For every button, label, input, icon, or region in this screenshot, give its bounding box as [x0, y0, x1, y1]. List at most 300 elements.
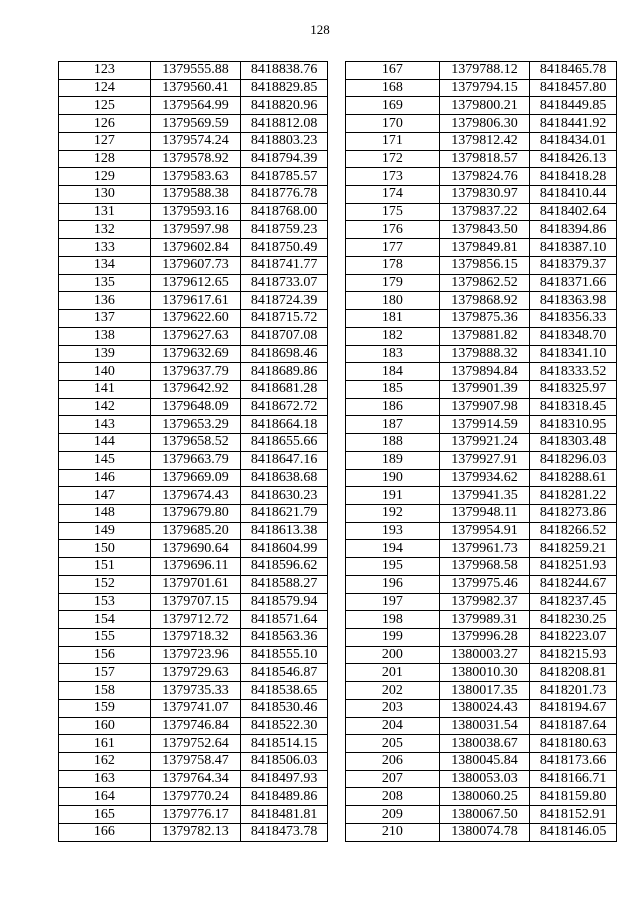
- y-coordinate-cell: 8418434.01: [530, 132, 617, 150]
- x-coordinate-cell: 1379718.32: [150, 629, 241, 647]
- table-row: [346, 629, 617, 647]
- point-number-cell: 135: [59, 274, 151, 292]
- y-coordinate-cell: 8418244.67: [530, 575, 617, 593]
- y-coordinate-cell: 8418689.86: [241, 363, 328, 381]
- x-coordinate-cell: 1379996.28: [439, 629, 530, 647]
- point-number-cell: 127: [59, 132, 151, 150]
- y-coordinate-cell: 8418208.81: [530, 664, 617, 682]
- table-row: [59, 434, 328, 452]
- y-coordinate-cell: 8418371.66: [530, 274, 617, 292]
- x-coordinate-cell: 1379627.63: [150, 327, 241, 345]
- x-coordinate-cell: 1379770.24: [150, 788, 241, 806]
- point-number-cell: 155: [59, 629, 151, 647]
- table-row: [346, 274, 617, 292]
- point-number-cell: 150: [59, 540, 151, 558]
- y-coordinate-cell: 8418288.61: [530, 469, 617, 487]
- y-coordinate-cell: 8418759.23: [241, 221, 328, 239]
- point-number-cell: 165: [59, 806, 151, 824]
- y-coordinate-cell: 8418418.28: [530, 168, 617, 186]
- y-coordinate-cell: 8418194.67: [530, 699, 617, 717]
- table-row: [59, 487, 328, 505]
- y-coordinate-cell: 8418259.21: [530, 540, 617, 558]
- point-number-cell: 159: [59, 699, 151, 717]
- x-coordinate-cell: 1379843.50: [439, 221, 530, 239]
- table-row: [59, 611, 328, 629]
- x-coordinate-cell: 1379948.11: [439, 504, 530, 522]
- point-number-cell: 203: [346, 699, 440, 717]
- point-number-cell: 164: [59, 788, 151, 806]
- x-coordinate-cell: 1379921.24: [439, 434, 530, 452]
- point-number-cell: 210: [346, 823, 440, 841]
- point-number-cell: 141: [59, 380, 151, 398]
- table-row: [59, 345, 328, 363]
- x-coordinate-cell: 1379701.61: [150, 575, 241, 593]
- x-coordinate-cell: 1379560.41: [150, 79, 241, 97]
- table-row: [59, 593, 328, 611]
- x-coordinate-cell: 1379856.15: [439, 256, 530, 274]
- y-coordinate-cell: 8418664.18: [241, 416, 328, 434]
- x-coordinate-cell: 1379696.11: [150, 558, 241, 576]
- x-coordinate-cell: 1379555.88: [150, 62, 241, 80]
- table-row: [59, 380, 328, 398]
- y-coordinate-cell: 8418159.80: [530, 788, 617, 806]
- x-coordinate-cell: 1379782.13: [150, 823, 241, 841]
- y-coordinate-cell: 8418215.93: [530, 646, 617, 664]
- point-number-cell: 136: [59, 292, 151, 310]
- y-coordinate-cell: 8418497.93: [241, 770, 328, 788]
- table-row: [59, 575, 328, 593]
- point-number-cell: 163: [59, 770, 151, 788]
- x-coordinate-cell: 1379578.92: [150, 150, 241, 168]
- table-row: [346, 132, 617, 150]
- table-row: [346, 575, 617, 593]
- x-coordinate-cell: 1379927.91: [439, 451, 530, 469]
- point-number-cell: 195: [346, 558, 440, 576]
- table-row: [59, 97, 328, 115]
- table-row: [59, 186, 328, 204]
- table-row: [346, 256, 617, 274]
- table-row: [59, 256, 328, 274]
- point-number-cell: 126: [59, 115, 151, 133]
- table-row: [59, 717, 328, 735]
- point-number-cell: 179: [346, 274, 440, 292]
- x-coordinate-cell: 1380031.54: [439, 717, 530, 735]
- x-coordinate-cell: 1379632.69: [150, 345, 241, 363]
- x-coordinate-cell: 1379806.30: [439, 115, 530, 133]
- table-row: [346, 186, 617, 204]
- y-coordinate-cell: 8418724.39: [241, 292, 328, 310]
- point-number-cell: 178: [346, 256, 440, 274]
- x-coordinate-cell: 1379954.91: [439, 522, 530, 540]
- y-coordinate-cell: 8418733.07: [241, 274, 328, 292]
- table-row: [346, 823, 617, 841]
- y-coordinate-cell: 8418621.79: [241, 504, 328, 522]
- y-coordinate-cell: 8418410.44: [530, 186, 617, 204]
- point-number-cell: 187: [346, 416, 440, 434]
- table-row: [346, 310, 617, 328]
- point-number-cell: 192: [346, 504, 440, 522]
- point-number-cell: 156: [59, 646, 151, 664]
- point-number-cell: 175: [346, 203, 440, 221]
- x-coordinate-cell: 1379800.21: [439, 97, 530, 115]
- y-coordinate-cell: 8418681.28: [241, 380, 328, 398]
- y-coordinate-cell: 8418379.37: [530, 256, 617, 274]
- point-number-cell: 133: [59, 239, 151, 257]
- y-coordinate-cell: 8418281.22: [530, 487, 617, 505]
- x-coordinate-cell: 1380017.35: [439, 682, 530, 700]
- point-number-cell: 183: [346, 345, 440, 363]
- point-number-cell: 206: [346, 753, 440, 771]
- table-row: [59, 239, 328, 257]
- x-coordinate-cell: 1379934.62: [439, 469, 530, 487]
- point-number-cell: 169: [346, 97, 440, 115]
- y-coordinate-cell: 8418333.52: [530, 363, 617, 381]
- x-coordinate-cell: 1379741.07: [150, 699, 241, 717]
- point-number-cell: 158: [59, 682, 151, 700]
- point-number-cell: 142: [59, 398, 151, 416]
- table-row: [346, 770, 617, 788]
- point-number-cell: 173: [346, 168, 440, 186]
- y-coordinate-cell: 8418522.30: [241, 717, 328, 735]
- point-number-cell: 200: [346, 646, 440, 664]
- y-coordinate-cell: 8418613.38: [241, 522, 328, 540]
- point-number-cell: 176: [346, 221, 440, 239]
- x-coordinate-cell: 1380067.50: [439, 806, 530, 824]
- point-number-cell: 128: [59, 150, 151, 168]
- point-number-cell: 138: [59, 327, 151, 345]
- table-row: [59, 469, 328, 487]
- x-coordinate-cell: 1379637.79: [150, 363, 241, 381]
- table-row: [59, 132, 328, 150]
- y-coordinate-cell: 8418571.64: [241, 611, 328, 629]
- point-number-cell: 180: [346, 292, 440, 310]
- table-row: [59, 699, 328, 717]
- x-coordinate-cell: 1379989.31: [439, 611, 530, 629]
- point-number-cell: 172: [346, 150, 440, 168]
- point-number-cell: 144: [59, 434, 151, 452]
- y-coordinate-cell: 8418538.65: [241, 682, 328, 700]
- x-coordinate-cell: 1379588.38: [150, 186, 241, 204]
- x-coordinate-cell: 1379830.97: [439, 186, 530, 204]
- x-coordinate-cell: 1379788.12: [439, 62, 530, 80]
- x-coordinate-cell: 1379824.76: [439, 168, 530, 186]
- table-row: [346, 97, 617, 115]
- point-number-cell: 171: [346, 132, 440, 150]
- point-number-cell: 148: [59, 504, 151, 522]
- table-row: [59, 203, 328, 221]
- x-coordinate-cell: 1379597.98: [150, 221, 241, 239]
- x-coordinate-cell: 1379794.15: [439, 79, 530, 97]
- point-number-cell: 193: [346, 522, 440, 540]
- table-row: [59, 540, 328, 558]
- table-row: [59, 682, 328, 700]
- table-row: [346, 735, 617, 753]
- point-number-cell: 170: [346, 115, 440, 133]
- y-coordinate-cell: 8418449.85: [530, 97, 617, 115]
- y-coordinate-cell: 8418441.92: [530, 115, 617, 133]
- y-coordinate-cell: 8418251.93: [530, 558, 617, 576]
- x-coordinate-cell: 1379975.46: [439, 575, 530, 593]
- x-coordinate-cell: 1379685.20: [150, 522, 241, 540]
- table-row: [346, 487, 617, 505]
- y-coordinate-cell: 8418273.86: [530, 504, 617, 522]
- point-number-cell: 143: [59, 416, 151, 434]
- table-row: [346, 540, 617, 558]
- y-coordinate-cell: 8418394.86: [530, 221, 617, 239]
- point-number-cell: 182: [346, 327, 440, 345]
- table-row: [59, 735, 328, 753]
- y-coordinate-cell: 8418223.07: [530, 629, 617, 647]
- x-coordinate-cell: 1379941.35: [439, 487, 530, 505]
- y-coordinate-cell: 8418173.66: [530, 753, 617, 771]
- point-number-cell: 157: [59, 664, 151, 682]
- table-row: [346, 221, 617, 239]
- y-coordinate-cell: 8418698.46: [241, 345, 328, 363]
- point-number-cell: 154: [59, 611, 151, 629]
- point-number-cell: 205: [346, 735, 440, 753]
- y-coordinate-cell: 8418604.99: [241, 540, 328, 558]
- point-number-cell: 191: [346, 487, 440, 505]
- y-coordinate-cell: 8418356.33: [530, 310, 617, 328]
- x-coordinate-cell: 1380010.30: [439, 664, 530, 682]
- point-number-cell: 166: [59, 823, 151, 841]
- point-number-cell: 168: [346, 79, 440, 97]
- y-coordinate-cell: 8418481.81: [241, 806, 328, 824]
- y-coordinate-cell: 8418655.66: [241, 434, 328, 452]
- table-row: [346, 806, 617, 824]
- table-row: [59, 363, 328, 381]
- y-coordinate-cell: 8418187.64: [530, 717, 617, 735]
- y-coordinate-cell: 8418588.27: [241, 575, 328, 593]
- table-row: [59, 62, 328, 80]
- point-number-cell: 209: [346, 806, 440, 824]
- table-row: [346, 434, 617, 452]
- point-number-cell: 139: [59, 345, 151, 363]
- x-coordinate-cell: 1379776.17: [150, 806, 241, 824]
- table-row: [59, 664, 328, 682]
- x-coordinate-cell: 1379593.16: [150, 203, 241, 221]
- table-row: [346, 168, 617, 186]
- point-number-cell: 197: [346, 593, 440, 611]
- point-number-cell: 147: [59, 487, 151, 505]
- y-coordinate-cell: 8418325.97: [530, 380, 617, 398]
- y-coordinate-cell: 8418489.86: [241, 788, 328, 806]
- point-number-cell: 153: [59, 593, 151, 611]
- table-row: [346, 788, 617, 806]
- table-row: [346, 203, 617, 221]
- y-coordinate-cell: 8418363.98: [530, 292, 617, 310]
- x-coordinate-cell: 1379812.42: [439, 132, 530, 150]
- point-number-cell: 137: [59, 310, 151, 328]
- point-number-cell: 134: [59, 256, 151, 274]
- table-row: [346, 345, 617, 363]
- y-coordinate-cell: 8418530.46: [241, 699, 328, 717]
- point-number-cell: 131: [59, 203, 151, 221]
- x-coordinate-cell: 1379914.59: [439, 416, 530, 434]
- y-coordinate-cell: 8418237.45: [530, 593, 617, 611]
- point-number-cell: 184: [346, 363, 440, 381]
- coordinates-table-right: [345, 61, 617, 842]
- x-coordinate-cell: 1379607.73: [150, 256, 241, 274]
- x-coordinate-cell: 1380038.67: [439, 735, 530, 753]
- x-coordinate-cell: 1379679.80: [150, 504, 241, 522]
- point-number-cell: 174: [346, 186, 440, 204]
- table-row: [59, 416, 328, 434]
- y-coordinate-cell: 8418750.49: [241, 239, 328, 257]
- y-coordinate-cell: 8418776.78: [241, 186, 328, 204]
- point-number-cell: 204: [346, 717, 440, 735]
- x-coordinate-cell: 1379663.79: [150, 451, 241, 469]
- x-coordinate-cell: 1380053.03: [439, 770, 530, 788]
- y-coordinate-cell: 8418838.76: [241, 62, 328, 80]
- x-coordinate-cell: 1379746.84: [150, 717, 241, 735]
- table-row: [346, 699, 617, 717]
- table-row: [59, 150, 328, 168]
- y-coordinate-cell: 8418812.08: [241, 115, 328, 133]
- y-coordinate-cell: 8418180.63: [530, 735, 617, 753]
- y-coordinate-cell: 8418829.85: [241, 79, 328, 97]
- table-row: [346, 150, 617, 168]
- x-coordinate-cell: 1379653.29: [150, 416, 241, 434]
- y-coordinate-cell: 8418387.10: [530, 239, 617, 257]
- x-coordinate-cell: 1379849.81: [439, 239, 530, 257]
- y-coordinate-cell: 8418563.36: [241, 629, 328, 647]
- point-number-cell: 151: [59, 558, 151, 576]
- y-coordinate-cell: 8418579.94: [241, 593, 328, 611]
- y-coordinate-cell: 8418146.05: [530, 823, 617, 841]
- x-coordinate-cell: 1379642.92: [150, 380, 241, 398]
- x-coordinate-cell: 1379894.84: [439, 363, 530, 381]
- point-number-cell: 149: [59, 522, 151, 540]
- x-coordinate-cell: 1380074.78: [439, 823, 530, 841]
- x-coordinate-cell: 1380045.84: [439, 753, 530, 771]
- y-coordinate-cell: 8418546.87: [241, 664, 328, 682]
- point-number-cell: 185: [346, 380, 440, 398]
- table-row: [346, 398, 617, 416]
- table-row: [59, 310, 328, 328]
- coordinates-table-left: [58, 61, 328, 842]
- y-coordinate-cell: 8418803.23: [241, 132, 328, 150]
- table-row: [59, 327, 328, 345]
- table-row: [346, 327, 617, 345]
- point-number-cell: 152: [59, 575, 151, 593]
- point-number-cell: 160: [59, 717, 151, 735]
- y-coordinate-cell: 8418348.70: [530, 327, 617, 345]
- y-coordinate-cell: 8418596.62: [241, 558, 328, 576]
- point-number-cell: 194: [346, 540, 440, 558]
- point-number-cell: 146: [59, 469, 151, 487]
- x-coordinate-cell: 1379729.63: [150, 664, 241, 682]
- point-number-cell: 125: [59, 97, 151, 115]
- table-row: [59, 221, 328, 239]
- x-coordinate-cell: 1379707.15: [150, 593, 241, 611]
- table-row: [59, 558, 328, 576]
- page-number: 128: [310, 22, 330, 37]
- x-coordinate-cell: 1379752.64: [150, 735, 241, 753]
- table-row: [346, 451, 617, 469]
- table-row: [59, 770, 328, 788]
- x-coordinate-cell: 1379968.58: [439, 558, 530, 576]
- point-number-cell: 145: [59, 451, 151, 469]
- table-row: [59, 292, 328, 310]
- x-coordinate-cell: 1379837.22: [439, 203, 530, 221]
- x-coordinate-cell: 1379658.52: [150, 434, 241, 452]
- point-number-cell: 132: [59, 221, 151, 239]
- y-coordinate-cell: 8418402.64: [530, 203, 617, 221]
- point-number-cell: 129: [59, 168, 151, 186]
- y-coordinate-cell: 8418230.25: [530, 611, 617, 629]
- point-number-cell: 140: [59, 363, 151, 381]
- x-coordinate-cell: 1379723.96: [150, 646, 241, 664]
- x-coordinate-cell: 1379735.33: [150, 682, 241, 700]
- point-number-cell: 188: [346, 434, 440, 452]
- y-coordinate-cell: 8418473.78: [241, 823, 328, 841]
- table-row: [346, 664, 617, 682]
- y-coordinate-cell: 8418514.15: [241, 735, 328, 753]
- y-coordinate-cell: 8418341.10: [530, 345, 617, 363]
- table-row: [346, 115, 617, 133]
- table-row: [346, 416, 617, 434]
- table-row: [346, 79, 617, 97]
- y-coordinate-cell: 8418318.45: [530, 398, 617, 416]
- x-coordinate-cell: 1379712.72: [150, 611, 241, 629]
- x-coordinate-cell: 1379583.63: [150, 168, 241, 186]
- y-coordinate-cell: 8418465.78: [530, 62, 617, 80]
- x-coordinate-cell: 1379622.60: [150, 310, 241, 328]
- x-coordinate-cell: 1379648.09: [150, 398, 241, 416]
- x-coordinate-cell: 1379758.47: [150, 753, 241, 771]
- point-number-cell: 124: [59, 79, 151, 97]
- y-coordinate-cell: 8418715.72: [241, 310, 328, 328]
- table-row: [346, 682, 617, 700]
- table-row: [59, 806, 328, 824]
- x-coordinate-cell: 1379564.99: [150, 97, 241, 115]
- y-coordinate-cell: 8418794.39: [241, 150, 328, 168]
- point-number-cell: 202: [346, 682, 440, 700]
- x-coordinate-cell: 1379669.09: [150, 469, 241, 487]
- table-row: [346, 62, 617, 80]
- x-coordinate-cell: 1379818.57: [439, 150, 530, 168]
- x-coordinate-cell: 1379907.98: [439, 398, 530, 416]
- y-coordinate-cell: 8418426.13: [530, 150, 617, 168]
- table-row: [59, 168, 328, 186]
- table-row: [59, 823, 328, 841]
- table-row: [59, 115, 328, 133]
- y-coordinate-cell: 8418638.68: [241, 469, 328, 487]
- x-coordinate-cell: 1379961.73: [439, 540, 530, 558]
- y-coordinate-cell: 8418820.96: [241, 97, 328, 115]
- point-number-cell: 196: [346, 575, 440, 593]
- x-coordinate-cell: 1380060.25: [439, 788, 530, 806]
- point-number-cell: 177: [346, 239, 440, 257]
- table-row: [59, 629, 328, 647]
- y-coordinate-cell: 8418672.72: [241, 398, 328, 416]
- table-row: [346, 593, 617, 611]
- y-coordinate-cell: 8418506.03: [241, 753, 328, 771]
- table-row: [59, 274, 328, 292]
- point-number-cell: 167: [346, 62, 440, 80]
- x-coordinate-cell: 1379881.82: [439, 327, 530, 345]
- table-row: [59, 788, 328, 806]
- x-coordinate-cell: 1379602.84: [150, 239, 241, 257]
- y-coordinate-cell: 8418768.00: [241, 203, 328, 221]
- x-coordinate-cell: 1379574.24: [150, 132, 241, 150]
- table-row: [346, 611, 617, 629]
- y-coordinate-cell: 8418201.73: [530, 682, 617, 700]
- x-coordinate-cell: 1379690.64: [150, 540, 241, 558]
- x-coordinate-cell: 1379901.39: [439, 380, 530, 398]
- table-row: [346, 504, 617, 522]
